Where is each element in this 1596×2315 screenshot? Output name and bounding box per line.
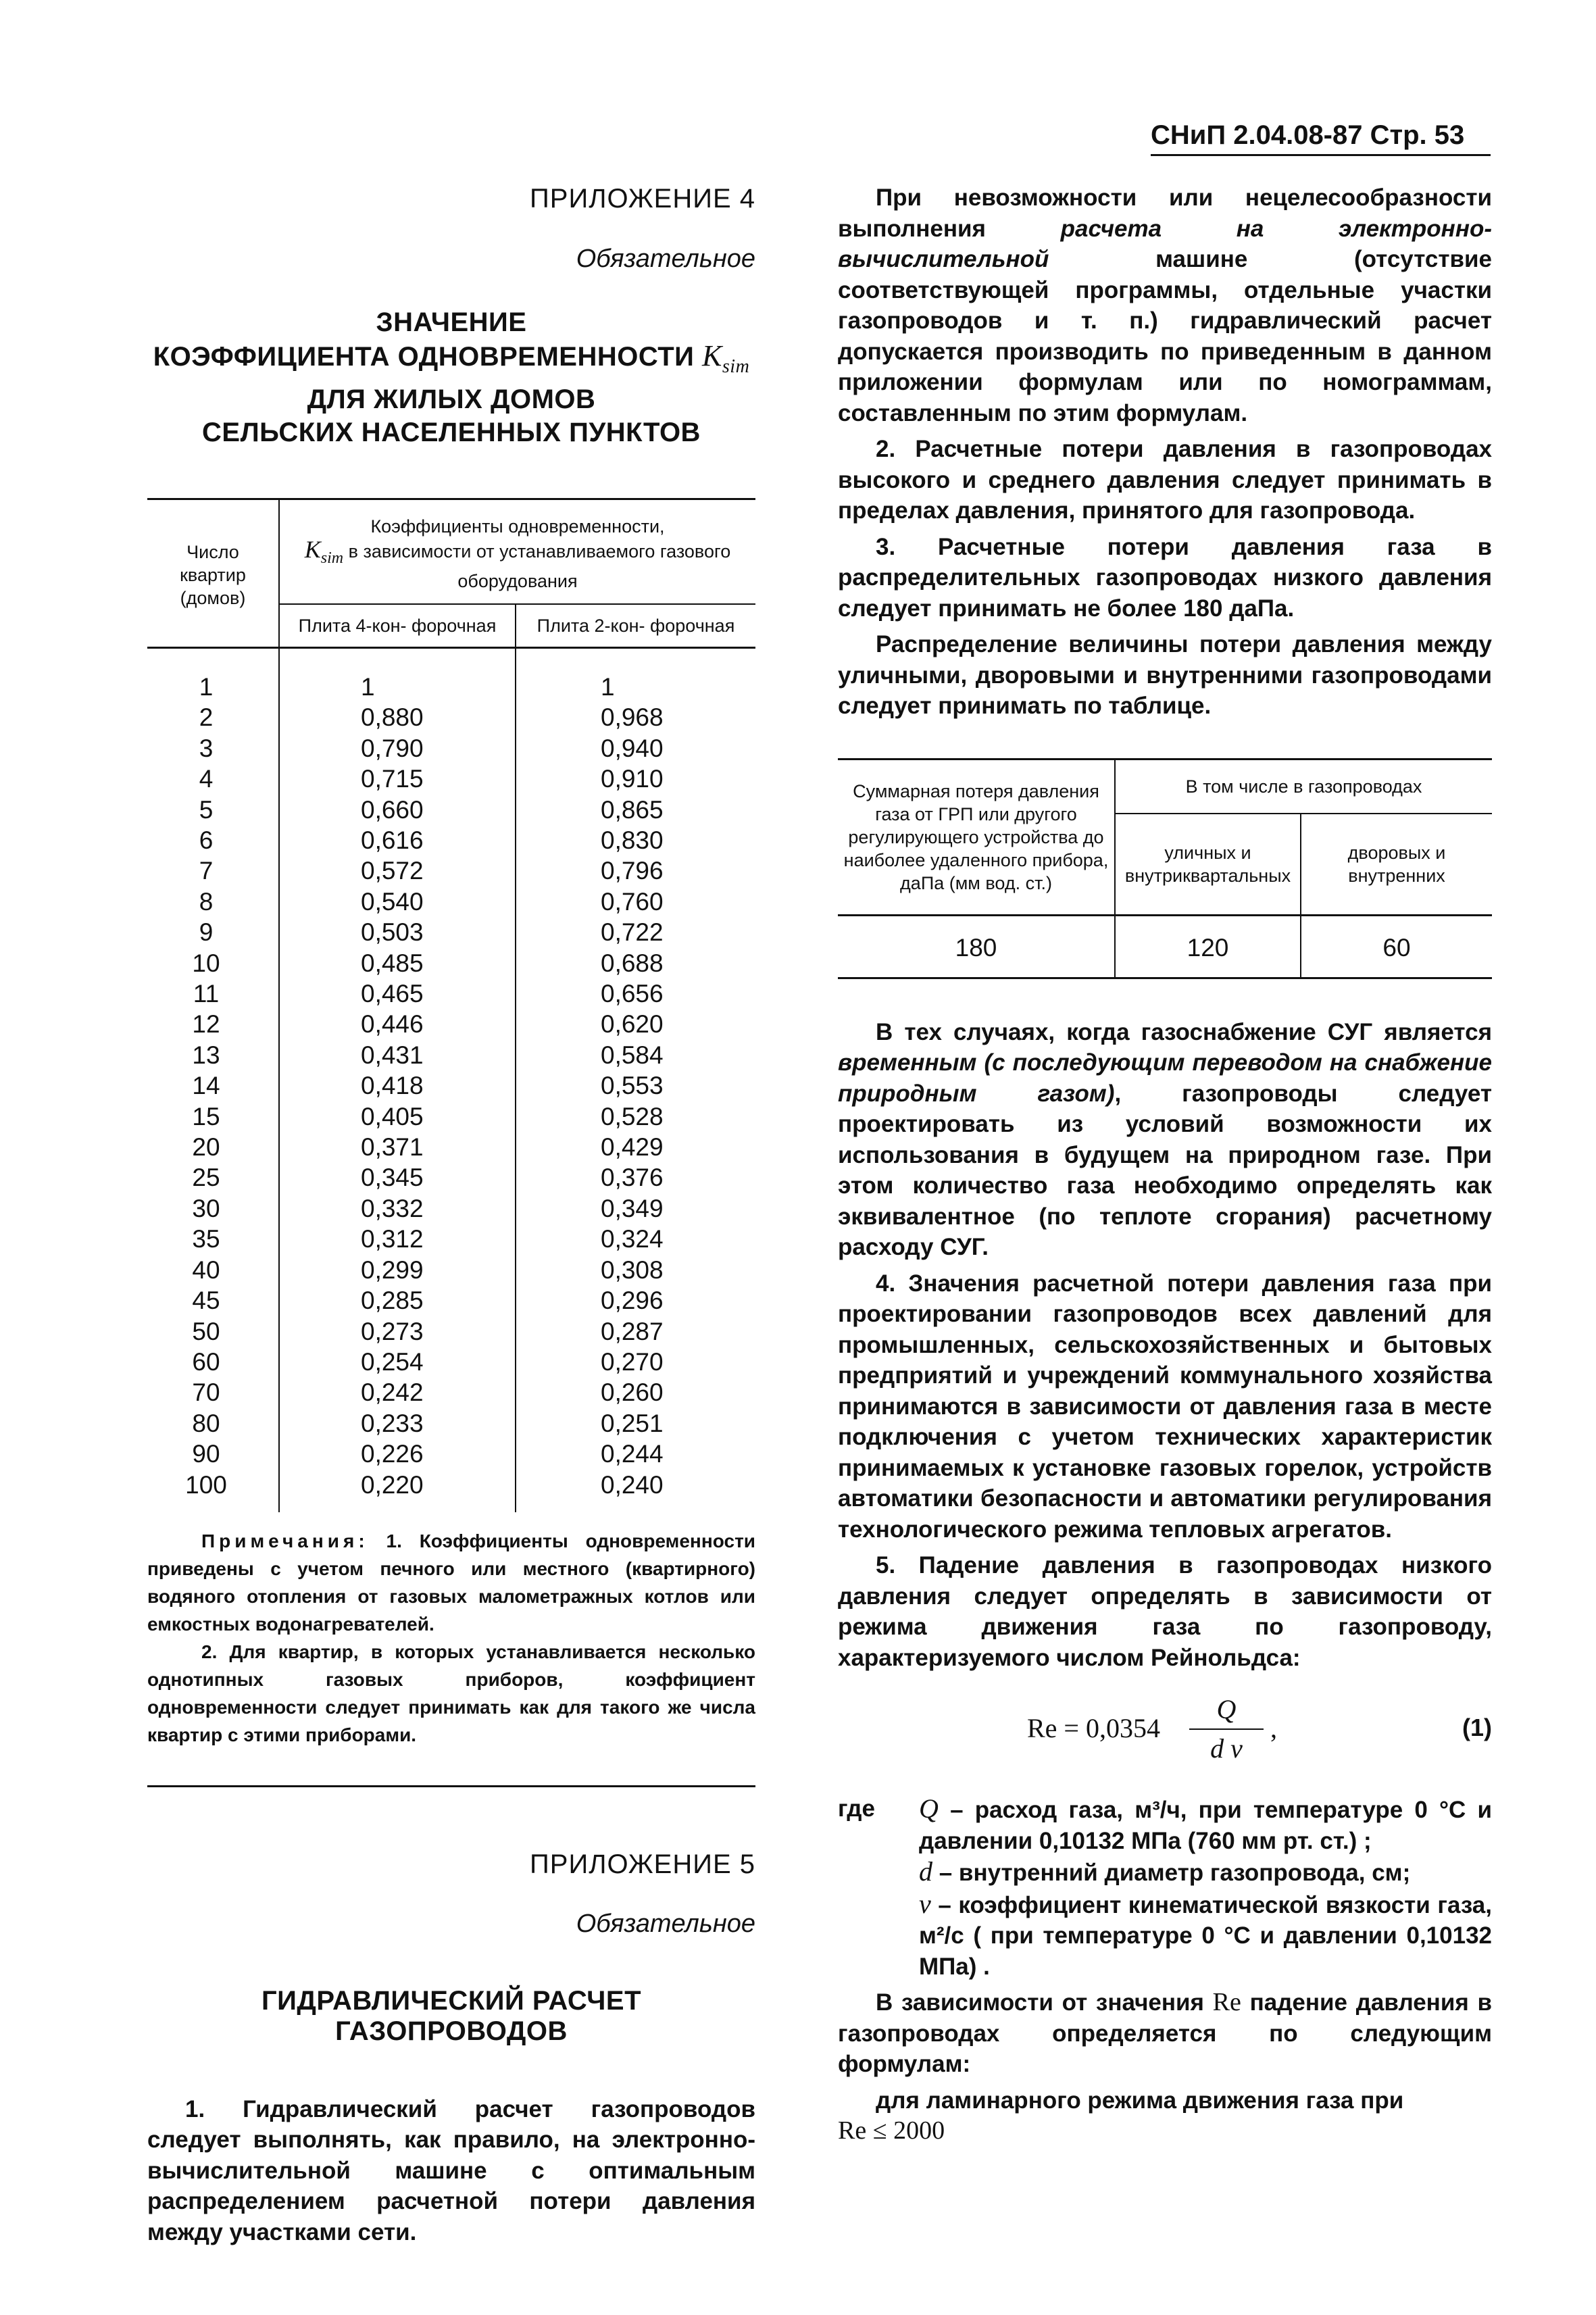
- appendix-4-label: ПРИЛОЖЕНИЕ 4: [530, 184, 755, 214]
- definition-d: d – внутренний диаметр газопровода, см;: [919, 1856, 1411, 1887]
- appendix-5-title: ГИДРАВЛИЧЕСКИЙ РАСЧЕТ ГАЗОПРОВОДОВ: [261, 1985, 642, 2046]
- stove-4-coefficient: 0,572: [279, 855, 516, 886]
- table-row: [147, 917, 755, 947]
- note-1-text: 1. Коэффициенты одновременности приведены с учетом печного или местного (квартирного) водяного отопления от газовых малометражных котлов или емкостных водонагревателей.: [147, 1530, 755, 1635]
- table-row: [147, 825, 755, 855]
- appendix-5-label: ПРИЛОЖЕНИЕ 5: [530, 1849, 755, 1879]
- stove-4-coefficient: 1: [279, 647, 516, 702]
- table-row: [147, 1470, 755, 1512]
- col-header-apartments: Число квартир (домов): [147, 499, 279, 647]
- coefficient-table-body: [147, 647, 755, 1512]
- table-row: [147, 855, 755, 886]
- col-header-street: уличных и внутриквартальных: [1115, 814, 1301, 916]
- table-row: [147, 1255, 755, 1285]
- table-row: [147, 887, 755, 917]
- apartment-count: 9: [199, 918, 214, 947]
- street-loss-value: 120: [1115, 915, 1301, 978]
- apartment-count: 25: [192, 1164, 220, 1192]
- apartment-count: 2: [199, 703, 214, 732]
- stove-2-coefficient: 0,796: [516, 855, 755, 886]
- table-notes: [147, 1527, 755, 1749]
- apartment-count: 60: [192, 1347, 220, 1376]
- formula-lhs: Re = 0,0354: [1027, 1713, 1160, 1743]
- apartment-count: 45: [192, 1287, 220, 1315]
- stove-2-coefficient: 0,656: [516, 978, 755, 1009]
- table-row: [147, 702, 755, 732]
- stove-4-coefficient: 0,220: [279, 1470, 516, 1512]
- laminar-condition: Re ≤ 2000: [838, 2116, 945, 2145]
- apartment-count: 50: [192, 1317, 220, 1345]
- equation-number: (1): [1462, 1714, 1492, 1741]
- paragraph-5: 5. Падение давления в газопроводах низкого давления следует определять в зависимости от режима движения газа по газопроводу, характеризуемого числом Рейнольдса:: [838, 1552, 1492, 1671]
- paragraph-no-computer: При невозможности или нецелесообразности выполнения расчета на электронно-вычислительной машине (отсутствие соответствующей программы, отдельные участки газопроводов и т. п.) гидравлический расчет допускается производить по приведенным в данном приложении формулам или по номограммам, составленным по этим формулам.: [838, 184, 1492, 426]
- table-row: [147, 1009, 755, 1039]
- stove-4-coefficient: 0,880: [279, 702, 516, 732]
- stove-4-coefficient: 0,431: [279, 1040, 516, 1070]
- apartment-count: 6: [199, 826, 214, 855]
- table-row: [147, 948, 755, 978]
- stove-4-coefficient: 0,715: [279, 764, 516, 794]
- apartment-count: 4: [199, 765, 214, 793]
- stove-2-coefficient: 0,287: [516, 1316, 755, 1347]
- apartment-count: 13: [192, 1041, 220, 1069]
- where-label: где: [838, 1795, 875, 1822]
- appendix-5-paragraph-1: 1. Гидравлический расчет газопроводов следует выполнять, как правило, на электронно-вычислительной машине с оптимальным распределением расчетной потери давления между участками сети.: [147, 2095, 755, 2245]
- stove-2-coefficient: 0,722: [516, 917, 755, 947]
- col-header-total-loss: Суммарная потеря давления газа от ГРП или другого регулирующего устройства до наиболее удаленного прибора, даПа (мм вод. ст.): [838, 759, 1115, 915]
- col-header-including: В том числе в газопроводах: [1115, 759, 1492, 814]
- table-row: [147, 733, 755, 764]
- page-header: [1151, 120, 1491, 156]
- appendix-4-title: [147, 306, 755, 449]
- stove-2-coefficient: 0,376: [516, 1162, 755, 1193]
- stove-4-coefficient: 0,242: [279, 1377, 516, 1408]
- stove-2-coefficient: 0,760: [516, 887, 755, 917]
- stove-2-coefficient: 0,251: [516, 1408, 755, 1439]
- pressure-loss-table: [838, 758, 1492, 979]
- col-header-stove-2: Плита 2-кон- форочная: [516, 604, 755, 648]
- table-row: [147, 1377, 755, 1408]
- apartment-count: 40: [192, 1255, 220, 1284]
- stove-2-coefficient: 0,324: [516, 1224, 755, 1254]
- apartment-count: 5: [199, 795, 214, 824]
- ksim-symbol: $K_{sim}$: [702, 339, 750, 377]
- apartment-count: 8: [199, 887, 214, 916]
- apartment-count: 30: [192, 1194, 220, 1222]
- stove-2-coefficient: 0,553: [516, 1070, 755, 1101]
- apartment-count: 35: [192, 1225, 220, 1253]
- reynolds-formula: [838, 1693, 1492, 1769]
- stove-4-coefficient: 0,418: [279, 1070, 516, 1101]
- stove-4-coefficient: 0,285: [279, 1285, 516, 1316]
- note-2-text: 2. Для квартир, в которых устанавливается несколько однотипных газовых приборов, коэффициент одновременности следует принимать как для такого же числа квартир с этими приборами.: [147, 1641, 755, 1745]
- stove-2-coefficient: 0,244: [516, 1439, 755, 1469]
- table-row: [147, 764, 755, 794]
- paragraph-laminar: для ламинарного режима движения газа при: [876, 2087, 1404, 2114]
- table-row: [147, 1040, 755, 1070]
- paragraph-lpg: В тех случаях, когда газоснабжение СУГ является временным (с последующим переводом на снабжение природным газом), газопроводы следует проектировать из условий возможности их использования в будущем на природном газе. При этом количество газа необходимо определять как эквивалентное (по теплоте сгорания) расчетному расходу СУГ.: [838, 1018, 1492, 1260]
- definitions: [838, 1793, 1492, 1982]
- paragraph-distribution: Распределение величины потери давления между уличными, дворовыми и внутренними газопроводами следует принимать по таблице.: [838, 631, 1492, 719]
- table-row: [147, 1439, 755, 1469]
- table-row: [147, 1316, 755, 1347]
- definition-q: Q – расход газа, м³/ч, при температуре 0 °С и давлении 0,10132 МПа (760 мм рт. ст.) ;: [919, 1793, 1492, 1854]
- formula-denominator: d ν: [1210, 1733, 1243, 1764]
- table-row: [147, 1162, 755, 1193]
- stove-4-coefficient: 0,503: [279, 917, 516, 947]
- table-row: [147, 978, 755, 1009]
- table-row: [147, 795, 755, 825]
- stove-4-coefficient: 0,446: [279, 1009, 516, 1039]
- table-row: [147, 1408, 755, 1439]
- table-row: [147, 1132, 755, 1162]
- stove-2-coefficient: 0,296: [516, 1285, 755, 1316]
- stove-2-coefficient: 0,528: [516, 1101, 755, 1132]
- appendix-5-status: Обязательное: [576, 1909, 755, 1938]
- stove-2-coefficient: 0,968: [516, 702, 755, 732]
- apartment-count: 11: [193, 980, 220, 1008]
- stove-2-coefficient: 0,349: [516, 1193, 755, 1224]
- yard-loss-value: 60: [1301, 915, 1492, 978]
- ksim-symbol-table: $K_{sim}$: [304, 535, 344, 567]
- fraction-bar: [1189, 1728, 1264, 1730]
- doc-reference: СНиП 2.04.08-87: [1151, 120, 1363, 150]
- title-line-2: КОЭФФИЦИЕНТА ОДНОВРЕМЕННОСТИ $K_{sim}$: [153, 339, 750, 377]
- table-row: [147, 647, 755, 702]
- stove-4-coefficient: 0,540: [279, 887, 516, 917]
- stove-4-coefficient: 0,465: [279, 978, 516, 1009]
- appendix-4-status: Обязательное: [576, 245, 755, 273]
- stove-4-coefficient: 0,226: [279, 1439, 516, 1469]
- col-header-yard: дворовых и внутренних: [1301, 814, 1492, 916]
- stove-2-coefficient: 0,865: [516, 795, 755, 825]
- apartment-count: 14: [192, 1072, 220, 1100]
- stove-2-coefficient: 0,688: [516, 948, 755, 978]
- table-row: [147, 1101, 755, 1132]
- stove-2-coefficient: 1: [516, 647, 755, 702]
- stove-4-coefficient: 0,485: [279, 948, 516, 978]
- stove-4-coefficient: 0,233: [279, 1408, 516, 1439]
- stove-2-coefficient: 0,830: [516, 825, 755, 855]
- apartment-count: 3: [199, 734, 214, 762]
- paragraph-re-dependence: В зависимости от значения Re падение давления в газопроводах определяется по следующим формулам:: [838, 1988, 1492, 2077]
- stove-4-coefficient: 0,790: [279, 733, 516, 764]
- apartment-count: 90: [192, 1440, 220, 1468]
- apartment-count: 12: [192, 1010, 220, 1039]
- table-row: [147, 1347, 755, 1377]
- apartment-count: 15: [192, 1102, 220, 1130]
- stove-4-coefficient: 0,371: [279, 1132, 516, 1162]
- stove-2-coefficient: 0,910: [516, 764, 755, 794]
- stove-2-coefficient: 0,584: [516, 1040, 755, 1070]
- col-header-stove-4: Плита 4-кон- форочная: [279, 604, 516, 648]
- stove-4-coefficient: 0,299: [279, 1255, 516, 1285]
- apartment-count: 70: [192, 1378, 220, 1407]
- formula-numerator: Q: [1216, 1694, 1237, 1724]
- paragraph-4: 4. Значения расчетной потери давления газа при проектировании газопроводов всех давлений для промышленных, сельскохозяйственных и бытовых предприятий и учреждений коммунального хозяйства принимаются в зависимости от давления газа в месте подключения с учетом технических характеристик принимаемых к установке газовых горелок, устройств автоматики безопасности и автоматики регулирования технологического режима тепловых агрегатов.: [838, 1270, 1492, 1543]
- table-row: [147, 1224, 755, 1254]
- apartment-count: 1: [199, 672, 214, 701]
- col-header-coefficients: Коэффициенты одновременности, $K_{sim}$ в зависимости от устанавливаемого газового оборудования: [279, 499, 755, 604]
- stove-2-coefficient: 0,620: [516, 1009, 755, 1039]
- apartment-count: 100: [185, 1470, 227, 1499]
- stove-4-coefficient: 0,254: [279, 1347, 516, 1377]
- title-line-3: ДЛЯ ЖИЛЫХ ДОМОВ: [307, 384, 596, 414]
- stove-4-coefficient: 0,616: [279, 825, 516, 855]
- notes-label: Примечания:: [201, 1530, 369, 1551]
- stove-2-coefficient: 0,308: [516, 1255, 755, 1285]
- stove-2-coefficient: 0,429: [516, 1132, 755, 1162]
- table-row: [147, 1285, 755, 1316]
- simultaneity-coefficient-table: [147, 498, 755, 1512]
- section-divider: [147, 1785, 755, 1787]
- stove-4-coefficient: 0,405: [279, 1101, 516, 1132]
- total-loss-value: 180: [838, 915, 1115, 978]
- stove-2-coefficient: 0,240: [516, 1470, 755, 1512]
- title-line-4: СЕЛЬСКИХ НАСЕЛЕННЫХ ПУНКТОВ: [202, 417, 701, 447]
- paragraph-2: 2. Расчетные потери давления в газопроводах высокого и среднего давления следует принимать в пределах давления, принятого для газопровода.: [838, 436, 1492, 524]
- title-line-1: ЗНАЧЕНИЕ: [376, 307, 527, 337]
- stove-4-coefficient: 0,312: [279, 1224, 516, 1254]
- stove-4-coefficient: 0,345: [279, 1162, 516, 1193]
- table-row: [838, 915, 1492, 978]
- left-column: [147, 182, 755, 2247]
- apartment-count: 80: [192, 1409, 220, 1437]
- stove-2-coefficient: 0,270: [516, 1347, 755, 1377]
- table-row: [147, 1070, 755, 1101]
- stove-4-coefficient: 0,660: [279, 795, 516, 825]
- right-column: [838, 182, 1492, 2147]
- formula-comma: ,: [1270, 1713, 1277, 1743]
- apartment-count: 7: [199, 857, 214, 885]
- table-row: [147, 1193, 755, 1224]
- page-number: Стр. 53: [1370, 120, 1465, 150]
- stove-2-coefficient: 0,940: [516, 733, 755, 764]
- paragraph-3: 3. Расчетные потери давления газа в распределительных газопроводах низкого давления следует принимать не более 180 даПа.: [838, 533, 1492, 622]
- stove-4-coefficient: 0,273: [279, 1316, 516, 1347]
- definition-v: ν – коэффициент кинематической вязкости газа, м²/с ( при температуре 0 °С и давлении 0,10132 МПа) .: [919, 1888, 1492, 1980]
- stove-2-coefficient: 0,260: [516, 1377, 755, 1408]
- apartment-count: 20: [192, 1133, 220, 1162]
- apartment-count: 10: [192, 949, 220, 977]
- stove-4-coefficient: 0,332: [279, 1193, 516, 1224]
- formula-fraction: [1189, 1693, 1264, 1764]
